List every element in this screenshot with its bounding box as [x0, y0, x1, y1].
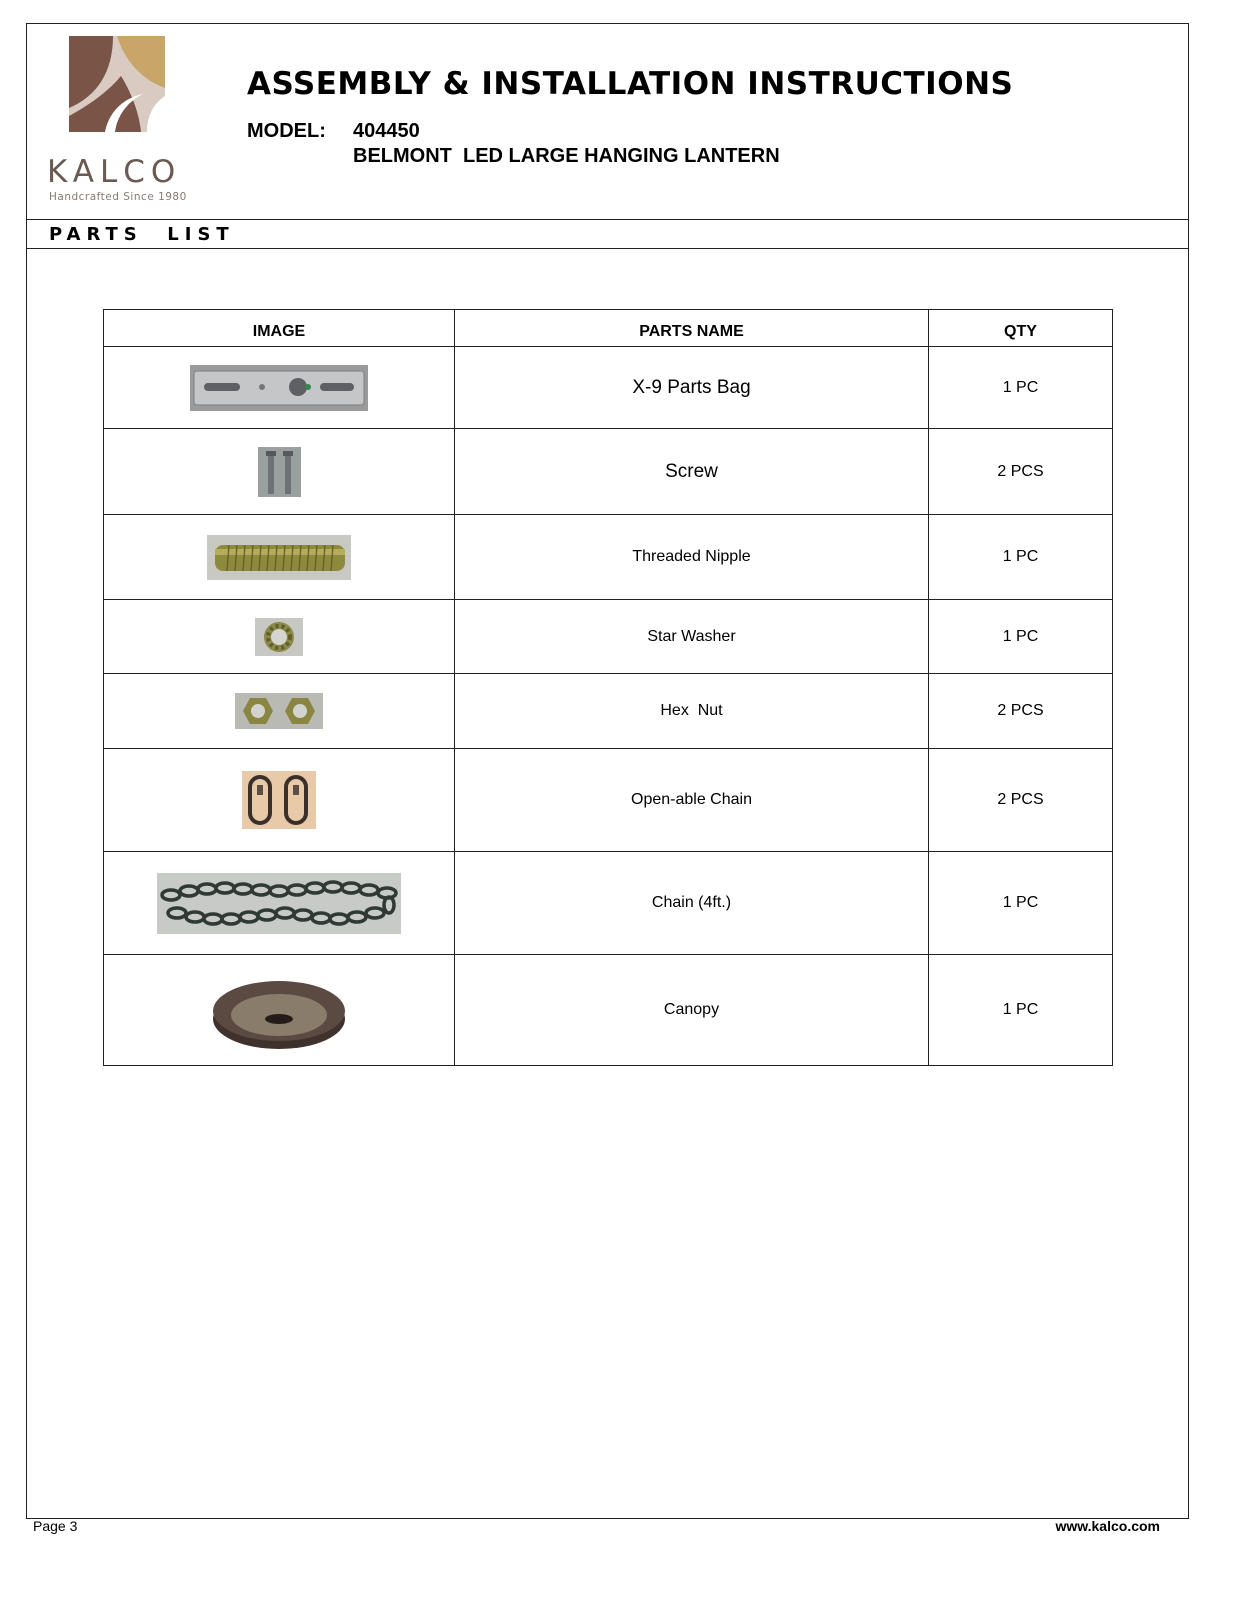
part-name: Threaded Nipple [455, 515, 929, 600]
header-qty: QTY [929, 310, 1113, 347]
table-row [104, 347, 1113, 429]
model-name: BELMONT LED LARGE HANGING LANTERN [353, 145, 780, 167]
hex-nut-icon [235, 693, 323, 729]
model-label: MODEL: [247, 120, 326, 142]
part-image [104, 347, 455, 429]
table-header-row [104, 310, 1113, 347]
part-image [104, 515, 455, 600]
header-divider [27, 219, 1188, 220]
table-row [104, 749, 1113, 852]
part-image [104, 674, 455, 749]
part-name: X-9 Parts Bag [455, 347, 929, 429]
model-number: 404450 [353, 120, 420, 142]
part-name: Chain (4ft.) [455, 852, 929, 955]
part-name: Canopy [455, 955, 929, 1066]
part-image [104, 955, 455, 1066]
part-image [104, 429, 455, 515]
table-row [104, 852, 1113, 955]
brand-tagline: Handcrafted Since 1980 [49, 191, 187, 203]
part-image [104, 600, 455, 674]
part-qty: 1 PC [929, 347, 1113, 429]
part-qty: 1 PC [929, 515, 1113, 600]
part-qty: 1 PC [929, 600, 1113, 674]
parts-table [103, 309, 1113, 1066]
part-qty: 1 PC [929, 852, 1113, 955]
header-image: IMAGE [104, 310, 455, 347]
canopy-icon [209, 967, 349, 1053]
table-row [104, 600, 1113, 674]
header-parts-name: PARTS NAME [455, 310, 929, 347]
part-name: Hex Nut [455, 674, 929, 749]
part-qty: 2 PCS [929, 749, 1113, 852]
table-row [104, 429, 1113, 515]
star-washer-icon [255, 618, 303, 656]
part-name: Open-able Chain [455, 749, 929, 852]
quick-link-icon [242, 771, 316, 829]
mounting-bracket-icon [190, 365, 368, 411]
part-name: Star Washer [455, 600, 929, 674]
part-qty: 2 PCS [929, 429, 1113, 515]
brand-name: KALCO [47, 154, 182, 190]
part-qty: 1 PC [929, 955, 1113, 1066]
screw-icon [258, 447, 301, 497]
table-row [104, 515, 1113, 600]
table-row [104, 955, 1113, 1066]
table-row [104, 674, 1113, 749]
website-link[interactable]: www.kalco.com [1055, 1518, 1160, 1534]
chain-icon [157, 873, 401, 934]
part-qty: 2 PCS [929, 674, 1113, 749]
part-image [104, 852, 455, 955]
section-title: PARTS LIST [49, 224, 235, 245]
threaded-nipple-icon [207, 535, 351, 580]
part-image [104, 749, 455, 852]
page-title: ASSEMBLY & INSTALLATION INSTRUCTIONS [247, 66, 1014, 102]
page-number: Page 3 [33, 1518, 78, 1534]
section-divider [27, 248, 1188, 249]
part-name: Screw [455, 429, 929, 515]
